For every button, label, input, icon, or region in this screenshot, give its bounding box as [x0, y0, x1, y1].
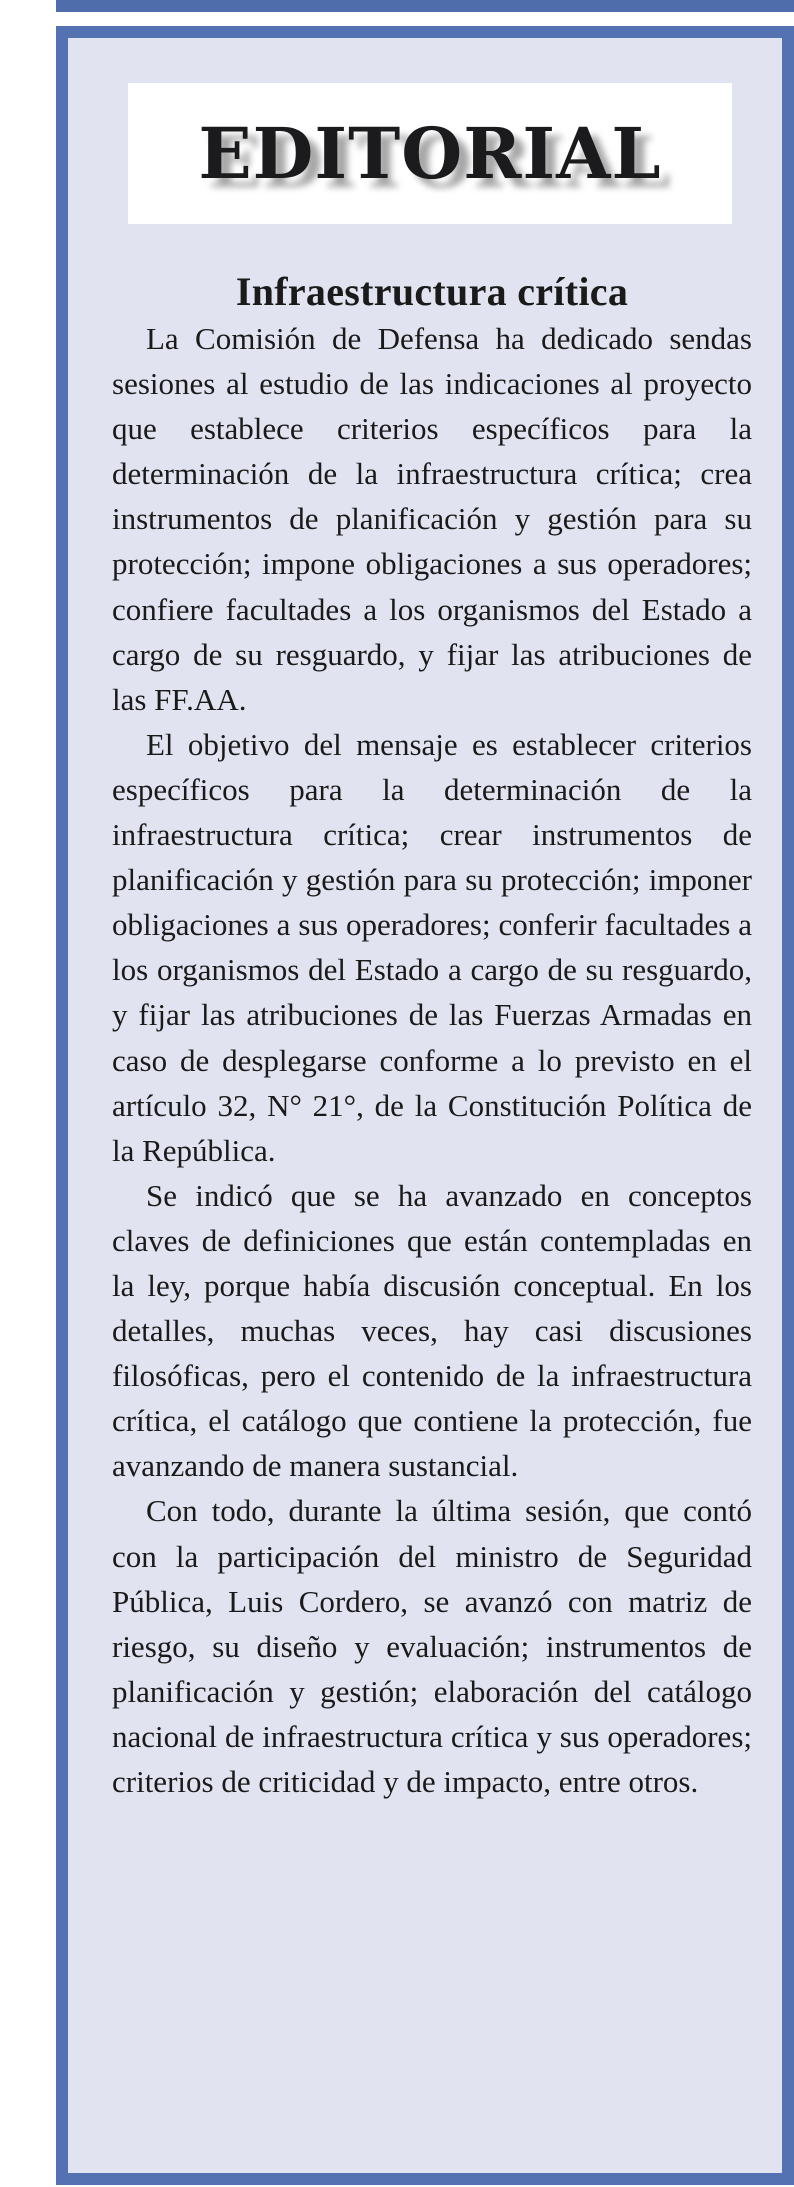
masthead-banner — [128, 83, 732, 224]
top-rule — [56, 0, 794, 12]
article-headline: Infraestructura crítica — [235, 269, 629, 314]
editorial-box — [56, 26, 794, 2185]
article-paragraph-2: El objetivo del mensaje es establecer criterios específicos para la determinación de la infraestructura crítica; crear instrumentos de planificación y gestión para su protección; imponer obligaciones a sus operadores; conferir facultades a los organismos del Estado a cargo de su resguardo, y fijar las atribuciones de las Fuerzas Armadas en caso de desplegarse conforme a lo previsto en el artículo 32, N° 21°, de la Constitución Política de la República. — [112, 726, 752, 1168]
article-paragraph-3: Se indicó que se ha avanzado en conceptos claves de definiciones que están contempladas en la ley, porque había discusión conceptual. En los detalles, muchas veces, hay casi discusiones filosóficas, pero el contenido de la infraestructura crítica, el catálogo que contiene la protección, fue avanzando de manera sustancial. — [112, 1177, 752, 1484]
article-paragraph-1: La Comisión de Defensa ha dedicado sendas sesiones al estudio de las indicaciones al proyecto que establece criterios específicos para la determinación de la infraestructura crítica; crea instrumentos de planificación y gestión para su protección; impone obligaciones a sus operadores; confiere facultades a los organismos del Estado a cargo de su resguardo, y fijar las atribuciones de las FF.AA. — [112, 321, 752, 717]
article-paragraph-4: Con todo, durante la última sesión, que contó con la participación del ministro de Seguridad Pública, Luis Cordero, se avanzó con matriz de riesgo, su diseño y evaluación; instrumentos de planificación y gestión; elaboración del catálogo nacional de infraestructura crítica y sus operadores; criterios de criticidad y de impacto, entre otros. — [112, 1493, 752, 1799]
article — [112, 269, 752, 1804]
masthead-title: EDITORIAL — [198, 111, 662, 195]
